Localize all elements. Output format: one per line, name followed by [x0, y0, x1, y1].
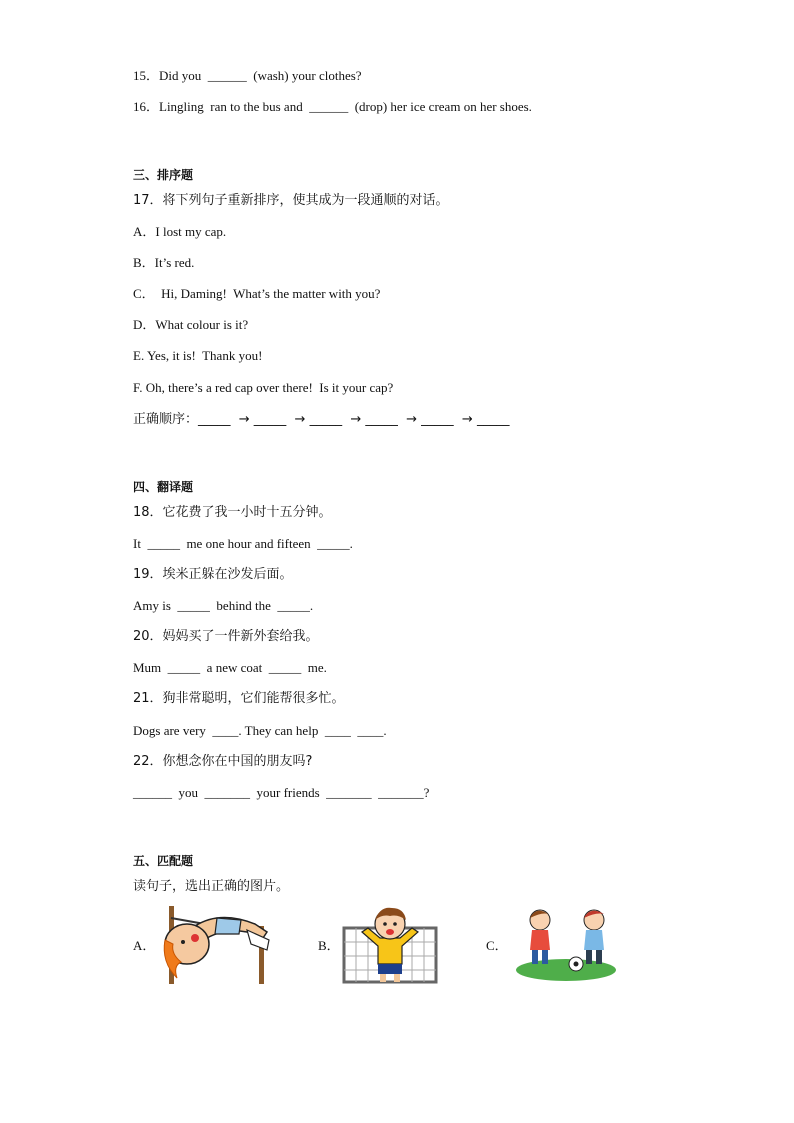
question-16: 16．Lingling ran to the bus and ______ (drop) her ice cream on her shoes.: [133, 99, 532, 114]
question-20-cn: 20．妈妈买了一件新外套给我。: [133, 629, 319, 644]
question-18-cn: 18．它花费了我一小时十五分钟。: [133, 505, 332, 520]
picture-option-b-label: B．: [318, 938, 340, 953]
goalkeeper-picture: [340, 902, 440, 986]
option-b: B．It’s red.: [133, 255, 195, 270]
section-3-heading: 三、排序题: [133, 168, 194, 182]
picture-option-a-label: A．: [133, 938, 156, 953]
picture-option-c-label: C．: [486, 938, 508, 953]
option-f: F. Oh, there’s a red cap over there! Is it your cap?: [133, 380, 394, 395]
question-17: 17．将下列句子重新排序，使其成为一段通顺的对话。: [133, 193, 449, 208]
question-18-en: It _____ me one hour and fifteen _____.: [133, 536, 353, 551]
question-19-en: Amy is _____ behind the _____.: [133, 598, 314, 613]
question-15: 15．Did you ______ (wash) your clothes?: [133, 68, 362, 83]
option-e: E. Yes, it is! Thank you!: [133, 348, 263, 363]
high-jump-picture: [155, 904, 280, 986]
option-c: C． Hi, Daming! What’s the matter with you?: [133, 286, 381, 301]
question-21-en: Dogs are very ____. They can help ____ ____.: [133, 723, 387, 738]
question-22-en: ______ you _______ your friends _______ _______?: [133, 785, 430, 800]
answer-order-line: 正确顺序：_____ → _____ → _____ → _____ → _____ → _____: [133, 412, 510, 427]
football-picture: [514, 906, 618, 982]
matching-instruction: 读句子，选出正确的图片。: [133, 879, 290, 894]
question-19-cn: 19．埃米正躲在沙发后面。: [133, 567, 293, 582]
question-22-cn: 22．你想念你在中国的朋友吗?: [133, 754, 313, 769]
option-a: A．I lost my cap.: [133, 224, 227, 239]
question-21-cn: 21．狗非常聪明，它们能帮很多忙。: [133, 691, 345, 706]
option-d: D．What colour is it?: [133, 317, 249, 332]
question-20-en: Mum _____ a new coat _____ me.: [133, 660, 327, 675]
section-4-heading: 四、翻译题: [133, 480, 194, 494]
section-5-heading: 五、匹配题: [133, 854, 194, 868]
